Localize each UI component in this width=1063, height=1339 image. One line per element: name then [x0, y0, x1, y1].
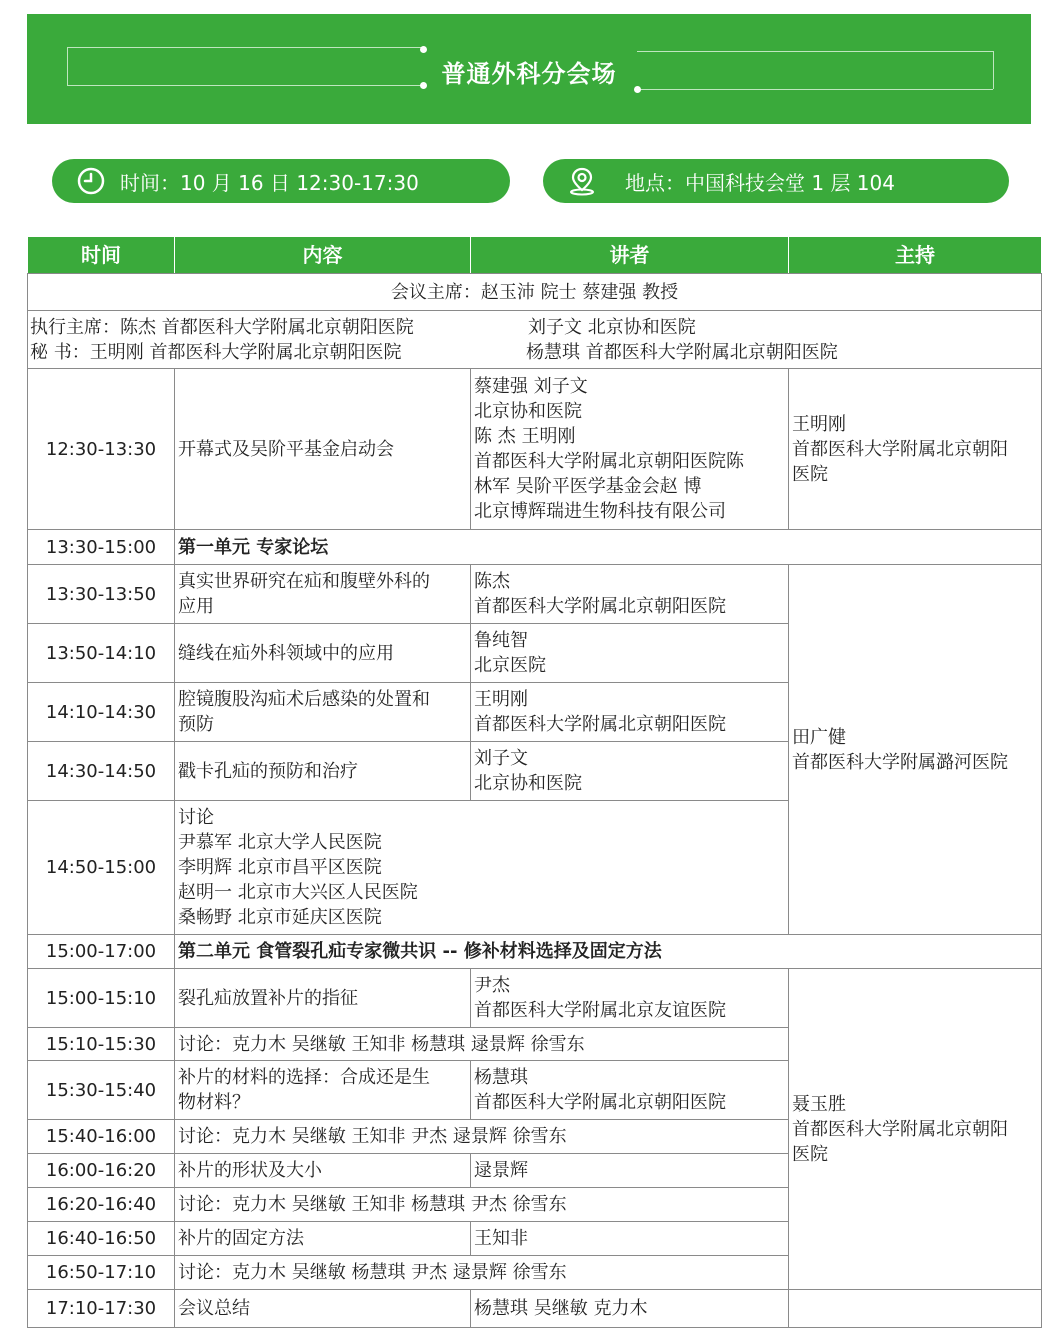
speaker-line: 杨慧琪	[474, 1067, 528, 1088]
speaker-line: 陈 杰 王明刚	[474, 426, 576, 447]
row-time: 15:40-16:00	[28, 1120, 175, 1154]
location-pin-icon	[567, 166, 597, 196]
decor-line	[67, 47, 423, 48]
secretary-right: 杨慧琪 首都医科大学附属北京朝阳医院	[526, 341, 838, 363]
row-content: 补片的形状及大小	[175, 1154, 471, 1188]
row-host	[789, 969, 1042, 1290]
row-speaker	[471, 1061, 789, 1120]
unit-title: 第二单元 食管裂孔疝专家微共识 -- 修补材料选择及固定方法	[175, 935, 1042, 969]
executive-chairs	[28, 311, 1042, 369]
row-speaker	[471, 683, 789, 742]
column-header-speaker: 讲者	[471, 237, 789, 274]
discussion-line: 尹慕军 北京大学人民医院	[178, 832, 382, 853]
agenda-table	[27, 236, 1042, 1328]
discussion-content: 讨论：克力木 吴继敏 王知非 杨慧琪 尹杰 徐雪东	[175, 1188, 789, 1222]
clock-icon	[76, 166, 106, 196]
unit-title: 第一单元 专家论坛	[175, 530, 1042, 565]
unit-header-row	[28, 935, 1042, 969]
discussion-content: 讨论：克力木 吴继敏 王知非 尹杰 逯景辉 徐雪东	[175, 1120, 789, 1154]
exec-chair-left-1: 执行主席：陈杰 首都医科大学附属北京朝阳医院	[30, 316, 414, 338]
header-banner	[27, 14, 1031, 124]
row-time: 15:00-15:10	[28, 969, 175, 1028]
row-content: 会议总结	[175, 1290, 471, 1328]
discussion-content: 讨论：克力木 吴继敏 杨慧琪 尹杰 逯景辉 徐雪东	[175, 1256, 789, 1290]
discussion-line: 赵明一 北京市大兴区人民医院	[178, 882, 418, 903]
discussion-line: 桑畅野 北京市延庆区医院	[178, 907, 382, 928]
column-header-content: 内容	[175, 237, 471, 274]
row-speaker: 王知非	[471, 1222, 789, 1256]
row-content: 开幕式及吴阶平基金启动会	[175, 369, 471, 530]
content-line: 真实世界研究在疝和腹壁外科的	[178, 571, 430, 592]
table-header-row	[28, 237, 1042, 274]
content-line: 腔镜腹股沟疝术后感染的处置和	[178, 689, 430, 710]
discussion-content: 讨论：克力木 吴继敏 王知非 杨慧琪 逯景辉 徐雪东	[175, 1028, 789, 1061]
host-line: 首都医科大学附属潞河医院	[792, 751, 1008, 773]
row-time: 15:10-15:30	[28, 1028, 175, 1061]
discussion-line: 李明辉 北京市昌平区医院	[178, 857, 382, 878]
row-time: 16:00-16:20	[28, 1154, 175, 1188]
row-time: 14:50-15:00	[28, 801, 175, 935]
host-line: 首都医科大学附属北京朝阳	[792, 1118, 1008, 1140]
row-speaker	[471, 369, 789, 530]
table-row	[28, 565, 1042, 624]
speaker-line: 首都医科大学附属北京朝阳医院	[474, 596, 726, 617]
speaker-line: 北京协和医院	[474, 401, 582, 422]
row-time: 16:20-16:40	[28, 1188, 175, 1222]
row-time: 12:30-13:30	[28, 369, 175, 530]
row-time: 15:00-17:00	[28, 935, 175, 969]
speaker-line: 陈杰	[474, 571, 510, 592]
row-host	[789, 369, 1042, 530]
host-line: 王明刚	[792, 413, 846, 435]
speaker-line: 首都医科大学附属北京朝阳医院	[474, 714, 726, 735]
row-content: 戳卡孔疝的预防和治疗	[175, 742, 471, 801]
speaker-line: 北京协和医院	[474, 773, 582, 794]
speaker-line: 尹杰	[474, 975, 510, 996]
unit-header-row	[28, 530, 1042, 565]
location-pill	[543, 159, 1009, 203]
decor-dot	[420, 46, 427, 53]
speaker-line: 北京博辉瑞进生物科技有限公司	[474, 501, 726, 522]
host-line: 医院	[792, 1143, 828, 1165]
column-header-host: 主持	[789, 237, 1042, 274]
row-host	[789, 1290, 1042, 1328]
row-time: 16:50-17:10	[28, 1256, 175, 1290]
content-line: 应用	[178, 596, 214, 617]
content-line: 物材料？	[178, 1092, 250, 1113]
speaker-line: 王明刚	[474, 689, 528, 710]
row-content: 缝线在疝外科领域中的应用	[175, 624, 471, 683]
table-row	[28, 311, 1042, 369]
secretary-left: 秘 书：王明刚 首都医科大学附属北京朝阳医院	[30, 341, 402, 363]
row-time: 13:30-13:50	[28, 565, 175, 624]
row-time: 15:30-15:40	[28, 1061, 175, 1120]
row-content: 裂孔疝放置补片的指征	[175, 969, 471, 1028]
row-host	[789, 565, 1042, 935]
decor-line	[637, 51, 993, 52]
discussion-content	[175, 801, 789, 935]
page-title: 普通外科分会场	[441, 60, 617, 88]
speaker-line: 首都医科大学附属北京朝阳医院	[474, 1092, 726, 1113]
host-line: 田广健	[792, 726, 846, 748]
location-label: 地点：中国科技会堂 1 层 104	[625, 170, 895, 195]
row-time: 17:10-17:30	[28, 1290, 175, 1328]
speaker-line: 首都医科大学附属北京友谊医院	[474, 1000, 726, 1021]
row-content	[175, 683, 471, 742]
speaker-line: 北京医院	[474, 655, 546, 676]
row-time: 16:40-16:50	[28, 1222, 175, 1256]
row-time: 14:30-14:50	[28, 742, 175, 801]
row-content: 补片的固定方法	[175, 1222, 471, 1256]
column-header-time: 时间	[28, 237, 175, 274]
decor-line	[637, 89, 993, 90]
host-line: 聂玉胜	[792, 1093, 846, 1115]
speaker-line: 林军 吴阶平医学基金会赵 博	[474, 476, 702, 497]
table-row	[28, 969, 1042, 1028]
row-speaker: 杨慧琪 吴继敏 克力木	[471, 1290, 789, 1328]
row-content	[175, 565, 471, 624]
time-pill	[52, 159, 510, 203]
table-row	[28, 1290, 1042, 1328]
speaker-line: 鲁纯智	[474, 630, 528, 651]
host-line: 首都医科大学附属北京朝阳	[792, 438, 1008, 460]
conference-chairs: 会议主席：赵玉沛 院士 蔡建强 教授	[28, 274, 1042, 311]
exec-chair-right-1: 刘子文 北京协和医院	[528, 316, 696, 338]
row-time: 13:50-14:10	[28, 624, 175, 683]
row-time: 13:30-15:00	[28, 530, 175, 565]
row-time: 14:10-14:30	[28, 683, 175, 742]
time-label: 时间：10 月 16 日 12:30-17:30	[120, 170, 419, 195]
discussion-line: 讨论	[178, 807, 214, 828]
speaker-line: 蔡建强 刘子文	[474, 376, 588, 397]
row-speaker	[471, 565, 789, 624]
speaker-line: 首都医科大学附属北京朝阳医院陈	[474, 451, 744, 472]
speaker-line: 刘子文	[474, 748, 528, 769]
row-speaker	[471, 742, 789, 801]
row-speaker	[471, 969, 789, 1028]
row-speaker: 逯景辉	[471, 1154, 789, 1188]
host-line: 医院	[792, 463, 828, 485]
table-row	[28, 369, 1042, 530]
row-speaker	[471, 624, 789, 683]
row-content	[175, 1061, 471, 1120]
table-row	[28, 274, 1042, 311]
content-line: 预防	[178, 714, 214, 735]
content-line: 补片的材料的选择：合成还是生	[178, 1067, 430, 1088]
